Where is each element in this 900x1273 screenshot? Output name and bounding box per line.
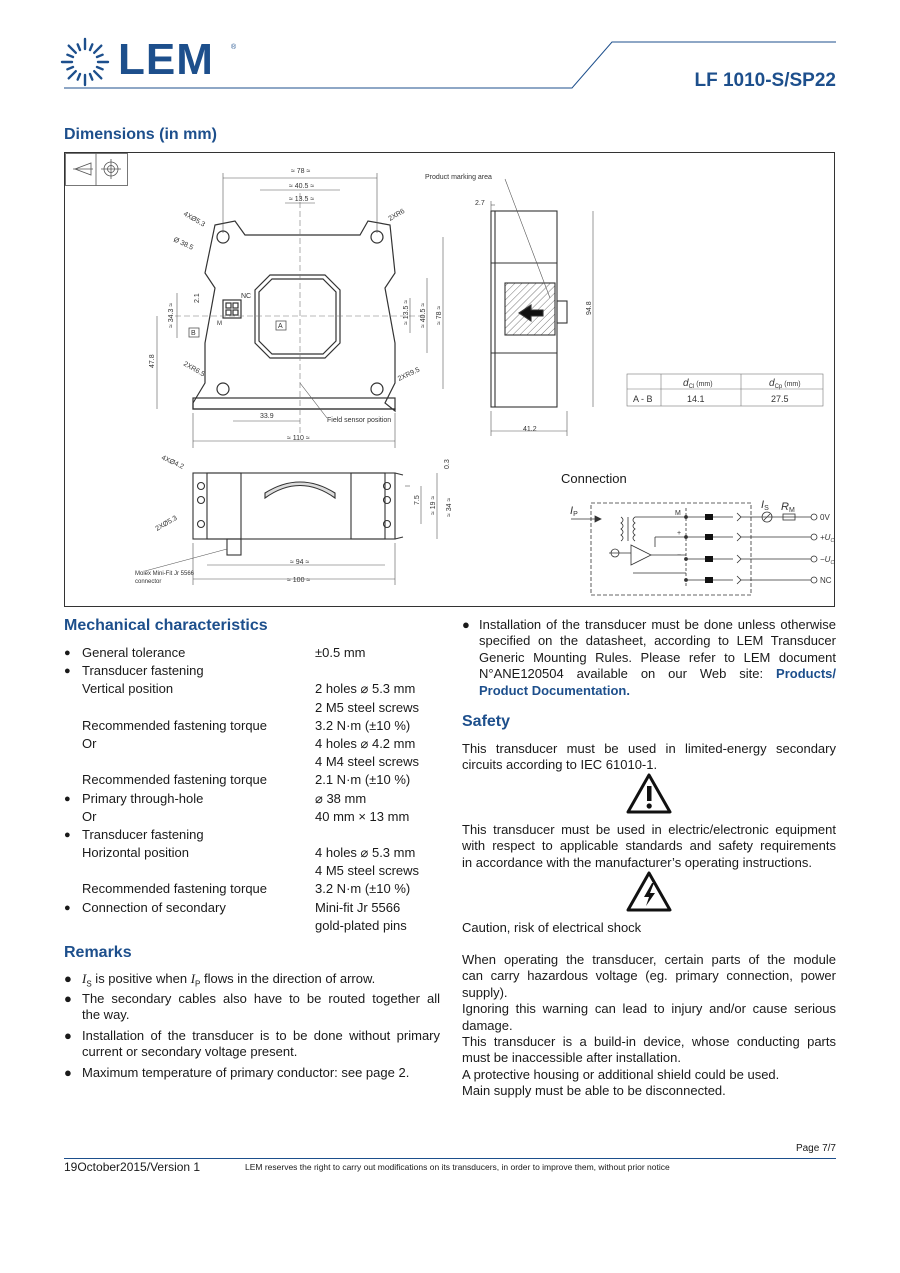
bullet: ● bbox=[64, 647, 71, 659]
safety-para-2: This transducer must be used in electric/electronic equipment with respect to applicable standards and safety requirements in accordance with the manufacturer’s operating instructions. bbox=[462, 822, 836, 870]
dim-78: ≈ 78 ≈ bbox=[291, 168, 311, 175]
table-header-dcl: $d_{Cl}$ $^{(mm)}$ bbox=[683, 378, 713, 390]
footer-date: 19October2015/Version 1 bbox=[64, 1160, 201, 1174]
mechanical-row bbox=[64, 718, 444, 736]
mechanical-label: Recommended fastening torque bbox=[82, 717, 268, 733]
mechanical-label: Or bbox=[82, 735, 97, 751]
model-title: LF 1010-S/SP22 bbox=[694, 70, 836, 91]
connection-title: Connection bbox=[561, 471, 627, 486]
mechanical-row bbox=[64, 791, 444, 809]
mechanical-value: 3.2 N·m (±10 %) bbox=[315, 881, 411, 897]
remark-item: ● $I_S$ is positive when $I_P$ flows in the direction of arrow. bbox=[64, 971, 376, 989]
mechanical-label: Horizontal position bbox=[82, 845, 189, 861]
mechanical-row bbox=[64, 645, 444, 663]
label-is: IS bbox=[761, 499, 769, 512]
dim-r6-5: 2XR6.5 bbox=[182, 360, 206, 379]
mechanical-value: 4 M4 steel screws bbox=[315, 754, 420, 770]
registered-mark: ® bbox=[231, 44, 237, 51]
mechanical-value: ⌀ 38 mm bbox=[315, 790, 367, 806]
warning-triangle-icon bbox=[626, 772, 672, 814]
mechanical-value: 2.1 N·m (±10 %) bbox=[315, 772, 411, 788]
d-table bbox=[627, 374, 823, 406]
remarks-list bbox=[64, 971, 440, 1081]
dim-7-5: 7.5 bbox=[414, 495, 421, 505]
dim-r9-5: 2XR9.5 bbox=[396, 366, 422, 383]
mechanical-row bbox=[64, 918, 444, 936]
mechanical-value: 3.2 N·m (±10 %) bbox=[315, 717, 411, 733]
dimensions-title: Dimensions (in mm) bbox=[64, 126, 217, 143]
label-m-node: M bbox=[675, 510, 681, 517]
label-plus-uc: $+U_C$ bbox=[820, 533, 834, 544]
mechanical-title: Mechanical characteristics bbox=[64, 617, 268, 634]
remark-item: ● The secondary cables also have to be routed together all the way. bbox=[64, 991, 440, 1023]
dim-radius-top: 2XR6 bbox=[387, 207, 407, 223]
mechanical-label: Or bbox=[82, 808, 97, 824]
mechanical-row bbox=[64, 845, 444, 863]
label-m: M bbox=[217, 321, 222, 327]
safety-title: Safety bbox=[462, 713, 511, 730]
label-plus-node: + bbox=[677, 530, 682, 537]
projection-symbol-icon bbox=[66, 154, 128, 186]
mechanical-value: 4 holes ⌀ 4.2 mm bbox=[315, 735, 416, 751]
dim-47-8: 47.8 bbox=[149, 354, 156, 368]
drawing-svg bbox=[65, 153, 834, 606]
caution-text: Caution, risk of electrical shock bbox=[462, 920, 642, 935]
mechanical-row bbox=[64, 663, 444, 681]
dimension-drawing bbox=[64, 152, 835, 607]
dim-diameter: Ø 38.5 bbox=[172, 236, 195, 252]
mechanical-row bbox=[64, 863, 444, 881]
dim-34-3: ≈ 34.3 ≈ bbox=[168, 302, 175, 328]
dim-v40-5: ≈ 40.5 ≈ bbox=[420, 302, 427, 328]
mechanical-row bbox=[64, 900, 444, 918]
mechanical-label: Transducer fastening bbox=[82, 663, 204, 679]
mechanical-list bbox=[64, 645, 444, 936]
mechanical-label: Vertical position bbox=[82, 681, 174, 697]
dim-2-1: 2.1 bbox=[194, 293, 201, 303]
marking-area-label: Product marking area bbox=[425, 174, 492, 181]
brand-logo: LEM bbox=[118, 35, 214, 84]
dim-19: ≈ 19 ≈ bbox=[430, 495, 437, 515]
dim-2-7: 2.7 bbox=[475, 200, 485, 207]
connection-diagram bbox=[571, 503, 817, 595]
mechanical-row bbox=[64, 809, 444, 827]
product-documentation-link[interactable]: Product Documentation. bbox=[479, 682, 630, 698]
label-nc-node: NC bbox=[820, 576, 832, 585]
dim-0-3: 0.3 bbox=[444, 459, 451, 469]
mechanical-row bbox=[64, 827, 444, 845]
label-nc: NC bbox=[241, 293, 252, 300]
mechanical-label: Transducer fastening bbox=[82, 826, 204, 842]
mechanical-value: 4 M5 steel screws bbox=[315, 863, 420, 879]
dim-bot-holes-2: 2XØ5.3 bbox=[154, 514, 179, 533]
mechanical-row bbox=[64, 700, 444, 718]
mechanical-value: 2 M5 steel screws bbox=[315, 699, 420, 715]
connector-label: connector bbox=[135, 579, 162, 585]
header bbox=[0, 0, 900, 100]
dim-holes-top: 4XØ5.3 bbox=[182, 210, 207, 229]
mechanical-label: Recommended fastening torque bbox=[82, 772, 268, 788]
mechanical-row bbox=[64, 881, 444, 899]
mechanical-label: General tolerance bbox=[82, 645, 186, 660]
dim-100: ≈ 100 ≈ bbox=[287, 577, 311, 584]
connector-pins-icon bbox=[705, 514, 713, 583]
bullet: ● bbox=[64, 901, 71, 914]
mechanical-value: gold-plated pins bbox=[315, 917, 407, 933]
mechanical-label: Recommended fastening torque bbox=[82, 881, 268, 897]
footer-note: LEM reserves the right to carry out modifications on its transducers, in order to improve them, without prior notice bbox=[245, 1162, 670, 1172]
dim-13-5: ≈ 13.5 ≈ bbox=[289, 196, 315, 203]
dim-v78: ≈ 78 ≈ bbox=[436, 305, 443, 325]
mechanical-value: 2 holes ⌀ 5.3 mm bbox=[315, 681, 416, 697]
dim-bot-holes: 4XØ4.2 bbox=[160, 454, 185, 471]
dim-94: ≈ 94 ≈ bbox=[290, 559, 310, 566]
mechanical-label: Primary through-hole bbox=[82, 790, 204, 806]
remark-item: ● Installation of the transducer is to be done without primary current or secondary voltage present. bbox=[64, 1028, 440, 1060]
table-row-label: A - B bbox=[633, 394, 653, 404]
page-number: Page 7/7 bbox=[795, 1143, 836, 1154]
label-ip: IP bbox=[570, 505, 578, 518]
dim-34: ≈ 34 ≈ bbox=[446, 497, 453, 517]
mechanical-row bbox=[64, 681, 444, 699]
label-minus-node: − bbox=[677, 552, 682, 559]
safety-para-3: When operating the transducer, certain parts of the module can carry hazardous voltage (eg. primary connection, power supply). Ignoring this warning can lead to injury and/or cause serious damage. This transducer is a build-in device, whose conducting parts must be inaccessible after installation. A protective housing or additional shield could be used. Main supply must be able to be disconnected. bbox=[462, 952, 836, 1099]
remarks-title: Remarks bbox=[64, 944, 132, 961]
dim-33-9: 33.9 bbox=[260, 413, 274, 420]
molex-label: Molex Mini-Fit Jr 5566 bbox=[135, 571, 195, 577]
table-dcp-value: 27.5 bbox=[771, 394, 789, 404]
table-dcl-value: 14.1 bbox=[687, 394, 705, 404]
dim-40-5: ≈ 40.5 ≈ bbox=[289, 183, 315, 190]
table-header-dcp: $d_{Cp}$ $^{(mm)}$ bbox=[769, 378, 801, 390]
bottom-view bbox=[193, 473, 403, 555]
mechanical-value: Mini-fit Jr 5566 bbox=[315, 899, 401, 915]
safety-para-1: This transducer must be used in limited-energy secondary circuits according to IEC 61010-1. bbox=[462, 741, 836, 773]
dim-41-2: 41.2 bbox=[523, 426, 537, 433]
field-sensor-label: Field sensor position bbox=[327, 417, 392, 424]
mechanical-row bbox=[64, 754, 444, 772]
dim-94-8: 94.8 bbox=[586, 301, 593, 315]
box-a: A bbox=[278, 323, 283, 330]
mechanical-row bbox=[64, 772, 444, 790]
installation-note: ● Installation of the transducer must be done unless otherwise specified on the datasheet, according to LEM Transducer Generic Mounting Rules. Please refer to LEM document N°ANE120504 available on our Web site: Products/ Product Documentation. bbox=[462, 617, 836, 698]
dim-v13-5: ≈ 13.5 ≈ bbox=[403, 299, 410, 325]
label-0v: 0V bbox=[820, 513, 830, 522]
mechanical-row bbox=[64, 736, 444, 754]
bullet: ● bbox=[64, 828, 71, 841]
products-link[interactable]: Products/ bbox=[776, 666, 836, 682]
mechanical-value: ±0.5 mm bbox=[315, 645, 366, 660]
side-view bbox=[491, 211, 567, 407]
bullet: ● bbox=[64, 665, 71, 678]
box-b: B bbox=[191, 330, 196, 337]
footer-rule bbox=[64, 1158, 836, 1159]
mechanical-value: 4 holes ⌀ 5.3 mm bbox=[315, 845, 416, 861]
remark-item: ● Maximum temperature of primary conductor: see page 2. bbox=[64, 1065, 410, 1080]
bullet: ● bbox=[64, 792, 71, 805]
mechanical-value: 40 mm × 13 mm bbox=[315, 808, 410, 824]
label-rm: RM bbox=[781, 501, 795, 514]
dim-110: ≈ 110 ≈ bbox=[287, 435, 310, 442]
label-minus-uc: $-U_C$ bbox=[820, 555, 834, 566]
mechanical-label: Connection of secondary bbox=[82, 899, 226, 915]
electric-shock-icon bbox=[626, 870, 672, 912]
